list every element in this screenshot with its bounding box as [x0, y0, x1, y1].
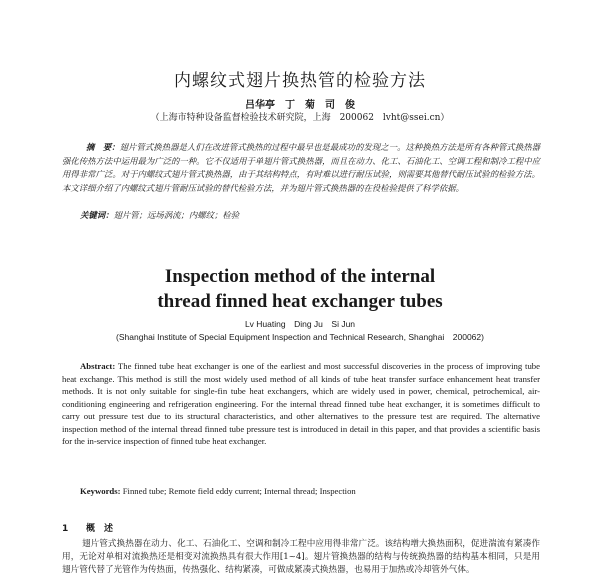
chinese-affiliation: （上海市特种设备监督检验技术研究院，上海 200062 lvht@ssei.cn） — [150, 113, 450, 123]
chinese-authors: 吕华亭 丁 菊 司 俊 — [245, 100, 355, 111]
chinese-keywords-text: 翅片管；远场涡流；内螺纹；检验 — [113, 210, 240, 220]
english-keywords-text: Finned tube; Remote field eddy current; Internal thread; Inspection — [120, 486, 356, 496]
english-abstract-text: The finned tube heat exchanger is one of the earliest and most successful discoveries in the process of improving tube heat exchange. This method is still the most widely used method of all kinds of tube heat transfer surface enhancement heat transfer methods. It is not only suitable for single-fin tube heat exchangers, which are widely used in power, chemical, petrochemical, air-conditioning engineering and refrigeration engineering. For the internal thread finned tube heat exchanger, it is sometimes difficult to carry out pressure test due to its structural characteristics, and other alternatives to the pressure test are required. The alternative inspection method of the internal thread finned tube pressure test is introduced in detail in this paper, and that provides a scientific basis for the in-service inspection of finned tube heat exchanger. — [62, 361, 540, 446]
chinese-abstract — [62, 141, 540, 195]
chinese-keywords-label: 关键词： — [80, 210, 114, 220]
chinese-abstract-text: 翅片管式换热器是人们在改进管式换热的过程中最早也是最成功的发现之一。这种换热方法是所有各种管式换热器强化传热方法中运用最为广泛的一种。它不仅适用于单翅片管式换热器，而且在动力、化工、石油化工、空调工程和制冷工程中应用得非常广泛。对于内螺纹式翅片管式换热器，由于其结构特点，有时难以进行耐压试验，则需要其他替代耐压试验的检验方法。本文详细介绍了内螺纹式翅片管耐压试验的替代检验方法，并为翅片管式换热器的在役检验提供了科学依据。 — [62, 142, 541, 193]
english-keywords — [80, 486, 540, 496]
english-title-line-1: Inspection method of the internal — [164, 266, 436, 287]
chinese-title: 内螺纹式翅片换热管的检验方法 — [174, 71, 426, 91]
english-keywords-label: Keywords: — [80, 486, 121, 496]
english-title — [0, 264, 600, 314]
english-affiliation: (Shanghai Institute of Special Equipment Inspection and Technical Research, Shanghai 200062) — [116, 332, 484, 342]
chinese-abstract-label: 摘 要： — [86, 142, 120, 152]
english-title-line-2: thread finned heat exchanger tubes — [157, 291, 443, 312]
english-abstract — [62, 360, 540, 448]
chinese-keywords — [80, 209, 540, 221]
section-number: 1 — [62, 524, 69, 534]
section-heading — [62, 521, 113, 534]
english-authors: Lv Huating Ding Ju Si Jun — [244, 319, 356, 329]
body-paragraph: 翅片管式换热器在动力、化工、石油化工、空调和制冷工程中应用得非常广泛。该结构增大换热面积，促进湍流有紧凑作用，无论对单相对流换热还是相变对流换热具有很大作用[1~4]。翅片管换热器的结构与传统换热器的结构基本相同，只是用翅片管代替了光管作为传热面，传热强化、结构紧凑，可做成紧凑式换热器，也易用于加热或冷却管外气体。 — [62, 539, 540, 575]
section-title: 概 述 — [86, 524, 114, 534]
english-abstract-label: Abstract: — [80, 361, 116, 371]
